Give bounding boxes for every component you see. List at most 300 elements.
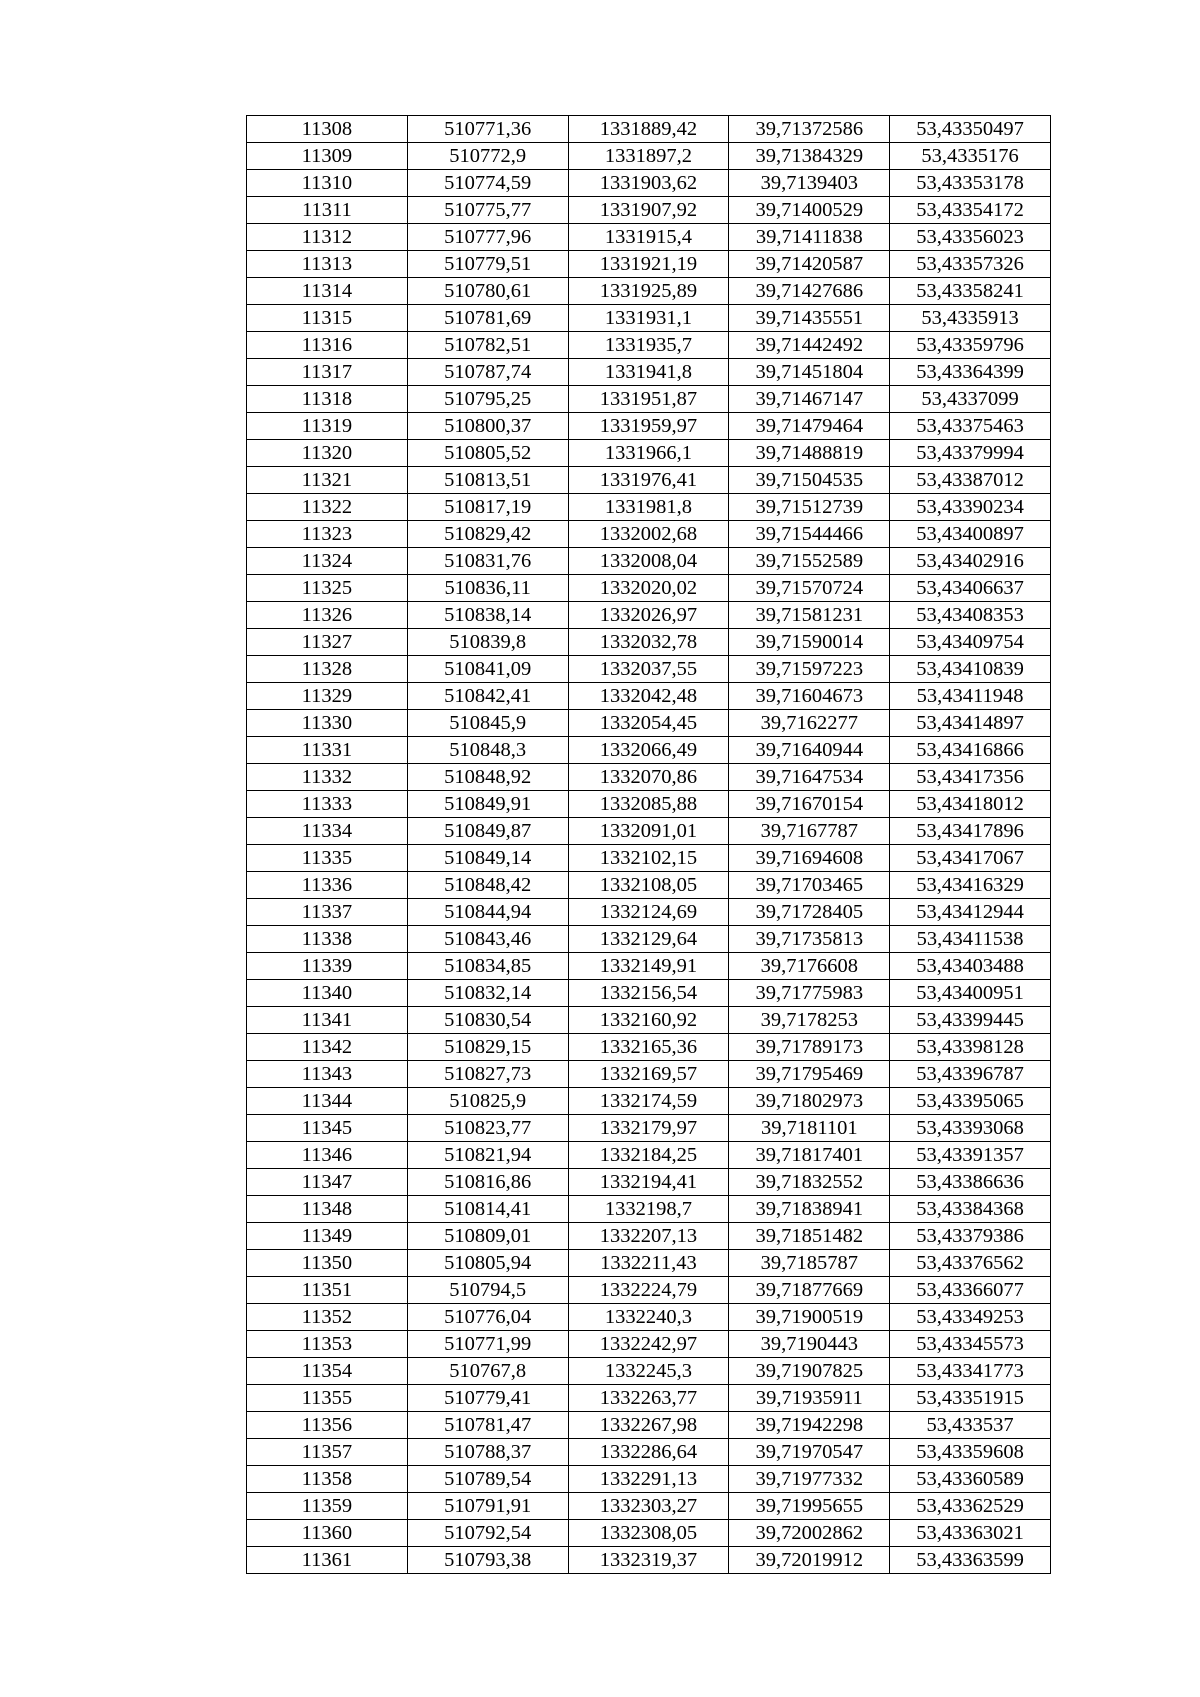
table-row	[247, 1331, 1051, 1358]
latitude-cell: 53,43395065	[890, 1088, 1051, 1115]
table-row	[247, 1385, 1051, 1412]
point-number-cell: 11357	[247, 1439, 408, 1466]
latitude-cell: 53,43396787	[890, 1061, 1051, 1088]
y-coordinate-cell: 1332211,43	[568, 1250, 729, 1277]
latitude-cell: 53,43416329	[890, 872, 1051, 899]
latitude-cell: 53,43400897	[890, 521, 1051, 548]
y-coordinate-cell: 1332224,79	[568, 1277, 729, 1304]
longitude-cell: 39,71427686	[729, 278, 890, 305]
latitude-cell: 53,43391357	[890, 1142, 1051, 1169]
y-coordinate-cell: 1332179,97	[568, 1115, 729, 1142]
table-row	[247, 413, 1051, 440]
point-number-cell: 11321	[247, 467, 408, 494]
x-coordinate-cell: 510844,94	[407, 899, 568, 926]
x-coordinate-cell: 510777,96	[407, 224, 568, 251]
longitude-cell: 39,7181101	[729, 1115, 890, 1142]
latitude-cell: 53,43351915	[890, 1385, 1051, 1412]
point-number-cell: 11343	[247, 1061, 408, 1088]
y-coordinate-cell: 1332032,78	[568, 629, 729, 656]
x-coordinate-cell: 510780,61	[407, 278, 568, 305]
x-coordinate-cell: 510792,54	[407, 1520, 568, 1547]
point-number-cell: 11327	[247, 629, 408, 656]
table-row	[247, 521, 1051, 548]
x-coordinate-cell: 510849,91	[407, 791, 568, 818]
point-number-cell: 11337	[247, 899, 408, 926]
longitude-cell: 39,71372586	[729, 116, 890, 143]
y-coordinate-cell: 1331907,92	[568, 197, 729, 224]
x-coordinate-cell: 510791,91	[407, 1493, 568, 1520]
x-coordinate-cell: 510767,8	[407, 1358, 568, 1385]
point-number-cell: 11312	[247, 224, 408, 251]
y-coordinate-cell: 1331935,7	[568, 332, 729, 359]
latitude-cell: 53,43418012	[890, 791, 1051, 818]
latitude-cell: 53,43357326	[890, 251, 1051, 278]
point-number-cell: 11345	[247, 1115, 408, 1142]
longitude-cell: 39,71479464	[729, 413, 890, 440]
y-coordinate-cell: 1332169,57	[568, 1061, 729, 1088]
longitude-cell: 39,71775983	[729, 980, 890, 1007]
y-coordinate-cell: 1332303,27	[568, 1493, 729, 1520]
latitude-cell: 53,43358241	[890, 278, 1051, 305]
point-number-cell: 11323	[247, 521, 408, 548]
longitude-cell: 39,71935911	[729, 1385, 890, 1412]
x-coordinate-cell: 510821,94	[407, 1142, 568, 1169]
y-coordinate-cell: 1332267,98	[568, 1412, 729, 1439]
latitude-cell: 53,43375463	[890, 413, 1051, 440]
latitude-cell: 53,43411948	[890, 683, 1051, 710]
y-coordinate-cell: 1332263,77	[568, 1385, 729, 1412]
longitude-cell: 39,7178253	[729, 1007, 890, 1034]
longitude-cell: 39,71504535	[729, 467, 890, 494]
longitude-cell: 39,72002862	[729, 1520, 890, 1547]
y-coordinate-cell: 1332165,36	[568, 1034, 729, 1061]
longitude-cell: 39,71728405	[729, 899, 890, 926]
latitude-cell: 53,43403488	[890, 953, 1051, 980]
x-coordinate-cell: 510829,15	[407, 1034, 568, 1061]
latitude-cell: 53,43360589	[890, 1466, 1051, 1493]
latitude-cell: 53,43417896	[890, 818, 1051, 845]
x-coordinate-cell: 510781,69	[407, 305, 568, 332]
latitude-cell: 53,43363021	[890, 1520, 1051, 1547]
latitude-cell: 53,43341773	[890, 1358, 1051, 1385]
longitude-cell: 39,7185787	[729, 1250, 890, 1277]
latitude-cell: 53,43402916	[890, 548, 1051, 575]
table-row	[247, 1061, 1051, 1088]
table-row	[247, 980, 1051, 1007]
x-coordinate-cell: 510788,37	[407, 1439, 568, 1466]
point-number-cell: 11318	[247, 386, 408, 413]
point-number-cell: 11342	[247, 1034, 408, 1061]
y-coordinate-cell: 1332242,97	[568, 1331, 729, 1358]
point-number-cell: 11324	[247, 548, 408, 575]
table-row	[247, 251, 1051, 278]
latitude-cell: 53,43400951	[890, 980, 1051, 1007]
table-row	[247, 737, 1051, 764]
point-number-cell: 11309	[247, 143, 408, 170]
point-number-cell: 11352	[247, 1304, 408, 1331]
y-coordinate-cell: 1332124,69	[568, 899, 729, 926]
x-coordinate-cell: 510823,77	[407, 1115, 568, 1142]
coordinates-table-body	[247, 116, 1051, 1574]
x-coordinate-cell: 510779,41	[407, 1385, 568, 1412]
y-coordinate-cell: 1331941,8	[568, 359, 729, 386]
longitude-cell: 39,71647534	[729, 764, 890, 791]
latitude-cell: 53,4337099	[890, 386, 1051, 413]
latitude-cell: 53,43409754	[890, 629, 1051, 656]
x-coordinate-cell: 510831,76	[407, 548, 568, 575]
y-coordinate-cell: 1332198,7	[568, 1196, 729, 1223]
table-row	[247, 1466, 1051, 1493]
point-number-cell: 11347	[247, 1169, 408, 1196]
longitude-cell: 39,7167787	[729, 818, 890, 845]
y-coordinate-cell: 1331951,87	[568, 386, 729, 413]
x-coordinate-cell: 510814,41	[407, 1196, 568, 1223]
longitude-cell: 39,71694608	[729, 845, 890, 872]
y-coordinate-cell: 1331897,2	[568, 143, 729, 170]
x-coordinate-cell: 510813,51	[407, 467, 568, 494]
y-coordinate-cell: 1332207,13	[568, 1223, 729, 1250]
y-coordinate-cell: 1331931,1	[568, 305, 729, 332]
x-coordinate-cell: 510825,9	[407, 1088, 568, 1115]
longitude-cell: 39,71735813	[729, 926, 890, 953]
latitude-cell: 53,43414897	[890, 710, 1051, 737]
longitude-cell: 39,71942298	[729, 1412, 890, 1439]
y-coordinate-cell: 1332026,97	[568, 602, 729, 629]
y-coordinate-cell: 1332002,68	[568, 521, 729, 548]
table-row	[247, 629, 1051, 656]
x-coordinate-cell: 510782,51	[407, 332, 568, 359]
y-coordinate-cell: 1332184,25	[568, 1142, 729, 1169]
x-coordinate-cell: 510776,04	[407, 1304, 568, 1331]
latitude-cell: 53,43399445	[890, 1007, 1051, 1034]
point-number-cell: 11354	[247, 1358, 408, 1385]
table-row	[247, 575, 1051, 602]
y-coordinate-cell: 1332054,45	[568, 710, 729, 737]
longitude-cell: 39,71817401	[729, 1142, 890, 1169]
table-row	[247, 305, 1051, 332]
longitude-cell: 39,71512739	[729, 494, 890, 521]
longitude-cell: 39,71581231	[729, 602, 890, 629]
x-coordinate-cell: 510848,92	[407, 764, 568, 791]
longitude-cell: 39,71544466	[729, 521, 890, 548]
y-coordinate-cell: 1331966,1	[568, 440, 729, 467]
latitude-cell: 53,43364399	[890, 359, 1051, 386]
x-coordinate-cell: 510775,77	[407, 197, 568, 224]
y-coordinate-cell: 1332160,92	[568, 1007, 729, 1034]
table-row	[247, 1088, 1051, 1115]
y-coordinate-cell: 1332102,15	[568, 845, 729, 872]
point-number-cell: 11348	[247, 1196, 408, 1223]
x-coordinate-cell: 510838,14	[407, 602, 568, 629]
table-row	[247, 494, 1051, 521]
latitude-cell: 53,43393068	[890, 1115, 1051, 1142]
point-number-cell: 11328	[247, 656, 408, 683]
x-coordinate-cell: 510827,73	[407, 1061, 568, 1088]
latitude-cell: 53,43362529	[890, 1493, 1051, 1520]
x-coordinate-cell: 510805,52	[407, 440, 568, 467]
point-number-cell: 11322	[247, 494, 408, 521]
table-row	[247, 764, 1051, 791]
y-coordinate-cell: 1332042,48	[568, 683, 729, 710]
longitude-cell: 39,71900519	[729, 1304, 890, 1331]
x-coordinate-cell: 510800,37	[407, 413, 568, 440]
y-coordinate-cell: 1332066,49	[568, 737, 729, 764]
table-row	[247, 1196, 1051, 1223]
longitude-cell: 39,71670154	[729, 791, 890, 818]
x-coordinate-cell: 510849,87	[407, 818, 568, 845]
table-row	[247, 602, 1051, 629]
table-row	[247, 1115, 1051, 1142]
table-row	[247, 845, 1051, 872]
latitude-cell: 53,43416866	[890, 737, 1051, 764]
table-row	[247, 359, 1051, 386]
point-number-cell: 11350	[247, 1250, 408, 1277]
y-coordinate-cell: 1331889,42	[568, 116, 729, 143]
table-row	[247, 1169, 1051, 1196]
latitude-cell: 53,43384368	[890, 1196, 1051, 1223]
y-coordinate-cell: 1332108,05	[568, 872, 729, 899]
y-coordinate-cell: 1331981,8	[568, 494, 729, 521]
y-coordinate-cell: 1332194,41	[568, 1169, 729, 1196]
y-coordinate-cell: 1332070,86	[568, 764, 729, 791]
x-coordinate-cell: 510771,99	[407, 1331, 568, 1358]
longitude-cell: 39,71851482	[729, 1223, 890, 1250]
x-coordinate-cell: 510793,38	[407, 1547, 568, 1574]
table-row	[247, 791, 1051, 818]
point-number-cell: 11341	[247, 1007, 408, 1034]
y-coordinate-cell: 1332037,55	[568, 656, 729, 683]
latitude-cell: 53,43411538	[890, 926, 1051, 953]
latitude-cell: 53,43366077	[890, 1277, 1051, 1304]
x-coordinate-cell: 510832,14	[407, 980, 568, 1007]
x-coordinate-cell: 510834,85	[407, 953, 568, 980]
y-coordinate-cell: 1332286,64	[568, 1439, 729, 1466]
x-coordinate-cell: 510789,54	[407, 1466, 568, 1493]
longitude-cell: 39,71597223	[729, 656, 890, 683]
table-row	[247, 1277, 1051, 1304]
longitude-cell: 39,71435551	[729, 305, 890, 332]
y-coordinate-cell: 1332129,64	[568, 926, 729, 953]
longitude-cell: 39,71703465	[729, 872, 890, 899]
latitude-cell: 53,43387012	[890, 467, 1051, 494]
latitude-cell: 53,4335176	[890, 143, 1051, 170]
x-coordinate-cell: 510849,14	[407, 845, 568, 872]
latitude-cell: 53,43356023	[890, 224, 1051, 251]
table-row	[247, 197, 1051, 224]
longitude-cell: 39,71552589	[729, 548, 890, 575]
y-coordinate-cell: 1332245,3	[568, 1358, 729, 1385]
table-row	[247, 386, 1051, 413]
latitude-cell: 53,43412944	[890, 899, 1051, 926]
latitude-cell: 53,43376562	[890, 1250, 1051, 1277]
longitude-cell: 39,71604673	[729, 683, 890, 710]
x-coordinate-cell: 510781,47	[407, 1412, 568, 1439]
latitude-cell: 53,43354172	[890, 197, 1051, 224]
latitude-cell: 53,43359608	[890, 1439, 1051, 1466]
point-number-cell: 11334	[247, 818, 408, 845]
latitude-cell: 53,43408353	[890, 602, 1051, 629]
x-coordinate-cell: 510794,5	[407, 1277, 568, 1304]
point-number-cell: 11333	[247, 791, 408, 818]
table-row	[247, 224, 1051, 251]
table-row	[247, 1547, 1051, 1574]
table-row	[247, 1007, 1051, 1034]
x-coordinate-cell: 510805,94	[407, 1250, 568, 1277]
table-row	[247, 818, 1051, 845]
point-number-cell: 11349	[247, 1223, 408, 1250]
point-number-cell: 11356	[247, 1412, 408, 1439]
longitude-cell: 39,71995655	[729, 1493, 890, 1520]
y-coordinate-cell: 1332319,37	[568, 1547, 729, 1574]
longitude-cell: 39,71590014	[729, 629, 890, 656]
y-coordinate-cell: 1332240,3	[568, 1304, 729, 1331]
latitude-cell: 53,43363599	[890, 1547, 1051, 1574]
point-number-cell: 11338	[247, 926, 408, 953]
table-row	[247, 170, 1051, 197]
point-number-cell: 11346	[247, 1142, 408, 1169]
latitude-cell: 53,43359796	[890, 332, 1051, 359]
point-number-cell: 11308	[247, 116, 408, 143]
latitude-cell: 53,43353178	[890, 170, 1051, 197]
y-coordinate-cell: 1332020,02	[568, 575, 729, 602]
latitude-cell: 53,43379386	[890, 1223, 1051, 1250]
latitude-cell: 53,43345573	[890, 1331, 1051, 1358]
longitude-cell: 39,71832552	[729, 1169, 890, 1196]
table-row	[247, 1493, 1051, 1520]
point-number-cell: 11361	[247, 1547, 408, 1574]
table-row	[247, 332, 1051, 359]
latitude-cell: 53,43417356	[890, 764, 1051, 791]
table-row	[247, 548, 1051, 575]
longitude-cell: 39,71802973	[729, 1088, 890, 1115]
y-coordinate-cell: 1332156,54	[568, 980, 729, 1007]
longitude-cell: 39,7190443	[729, 1331, 890, 1358]
table-row	[247, 1304, 1051, 1331]
longitude-cell: 39,71970547	[729, 1439, 890, 1466]
latitude-cell: 53,43417067	[890, 845, 1051, 872]
x-coordinate-cell: 510795,25	[407, 386, 568, 413]
table-row	[247, 440, 1051, 467]
point-number-cell: 11340	[247, 980, 408, 1007]
y-coordinate-cell: 1331921,19	[568, 251, 729, 278]
table-row	[247, 143, 1051, 170]
longitude-cell: 39,71795469	[729, 1061, 890, 1088]
point-number-cell: 11344	[247, 1088, 408, 1115]
table-row	[247, 1223, 1051, 1250]
y-coordinate-cell: 1331925,89	[568, 278, 729, 305]
y-coordinate-cell: 1332174,59	[568, 1088, 729, 1115]
longitude-cell: 39,71838941	[729, 1196, 890, 1223]
point-number-cell: 11331	[247, 737, 408, 764]
latitude-cell: 53,43349253	[890, 1304, 1051, 1331]
table-row	[247, 656, 1051, 683]
x-coordinate-cell: 510839,8	[407, 629, 568, 656]
longitude-cell: 39,71877669	[729, 1277, 890, 1304]
latitude-cell: 53,4335913	[890, 305, 1051, 332]
table-row	[247, 278, 1051, 305]
table-row	[247, 1358, 1051, 1385]
x-coordinate-cell: 510829,42	[407, 521, 568, 548]
point-number-cell: 11336	[247, 872, 408, 899]
longitude-cell: 39,71789173	[729, 1034, 890, 1061]
longitude-cell: 39,71488819	[729, 440, 890, 467]
point-number-cell: 11319	[247, 413, 408, 440]
x-coordinate-cell: 510817,19	[407, 494, 568, 521]
coordinates-table	[246, 115, 1051, 1574]
longitude-cell: 39,71400529	[729, 197, 890, 224]
latitude-cell: 53,43350497	[890, 116, 1051, 143]
longitude-cell: 39,7162277	[729, 710, 890, 737]
latitude-cell: 53,43398128	[890, 1034, 1051, 1061]
x-coordinate-cell: 510841,09	[407, 656, 568, 683]
longitude-cell: 39,71451804	[729, 359, 890, 386]
longitude-cell: 39,71411838	[729, 224, 890, 251]
x-coordinate-cell: 510848,42	[407, 872, 568, 899]
point-number-cell: 11326	[247, 602, 408, 629]
table-row	[247, 683, 1051, 710]
point-number-cell: 11360	[247, 1520, 408, 1547]
longitude-cell: 39,7139403	[729, 170, 890, 197]
x-coordinate-cell: 510779,51	[407, 251, 568, 278]
longitude-cell: 39,71907825	[729, 1358, 890, 1385]
point-number-cell: 11358	[247, 1466, 408, 1493]
point-number-cell: 11351	[247, 1277, 408, 1304]
longitude-cell: 39,71384329	[729, 143, 890, 170]
x-coordinate-cell: 510842,41	[407, 683, 568, 710]
point-number-cell: 11329	[247, 683, 408, 710]
x-coordinate-cell: 510845,9	[407, 710, 568, 737]
longitude-cell: 39,71467147	[729, 386, 890, 413]
point-number-cell: 11315	[247, 305, 408, 332]
y-coordinate-cell: 1331915,4	[568, 224, 729, 251]
y-coordinate-cell: 1332308,05	[568, 1520, 729, 1547]
table-row	[247, 1412, 1051, 1439]
x-coordinate-cell: 510772,9	[407, 143, 568, 170]
y-coordinate-cell: 1332291,13	[568, 1466, 729, 1493]
point-number-cell: 11317	[247, 359, 408, 386]
y-coordinate-cell: 1332149,91	[568, 953, 729, 980]
y-coordinate-cell: 1332085,88	[568, 791, 729, 818]
longitude-cell: 39,71570724	[729, 575, 890, 602]
table-row	[247, 872, 1051, 899]
y-coordinate-cell: 1332008,04	[568, 548, 729, 575]
point-number-cell: 11320	[247, 440, 408, 467]
longitude-cell: 39,71977332	[729, 1466, 890, 1493]
y-coordinate-cell: 1331976,41	[568, 467, 729, 494]
x-coordinate-cell: 510809,01	[407, 1223, 568, 1250]
x-coordinate-cell: 510787,74	[407, 359, 568, 386]
point-number-cell: 11332	[247, 764, 408, 791]
table-row	[247, 953, 1051, 980]
y-coordinate-cell: 1331959,97	[568, 413, 729, 440]
latitude-cell: 53,43390234	[890, 494, 1051, 521]
point-number-cell: 11355	[247, 1385, 408, 1412]
longitude-cell: 39,71442492	[729, 332, 890, 359]
point-number-cell: 11339	[247, 953, 408, 980]
table-row	[247, 1250, 1051, 1277]
x-coordinate-cell: 510774,59	[407, 170, 568, 197]
latitude-cell: 53,43410839	[890, 656, 1051, 683]
point-number-cell: 11311	[247, 197, 408, 224]
latitude-cell: 53,433537	[890, 1412, 1051, 1439]
x-coordinate-cell: 510843,46	[407, 926, 568, 953]
longitude-cell: 39,71640944	[729, 737, 890, 764]
point-number-cell: 11313	[247, 251, 408, 278]
x-coordinate-cell: 510816,86	[407, 1169, 568, 1196]
point-number-cell: 11335	[247, 845, 408, 872]
point-number-cell: 11330	[247, 710, 408, 737]
x-coordinate-cell: 510848,3	[407, 737, 568, 764]
